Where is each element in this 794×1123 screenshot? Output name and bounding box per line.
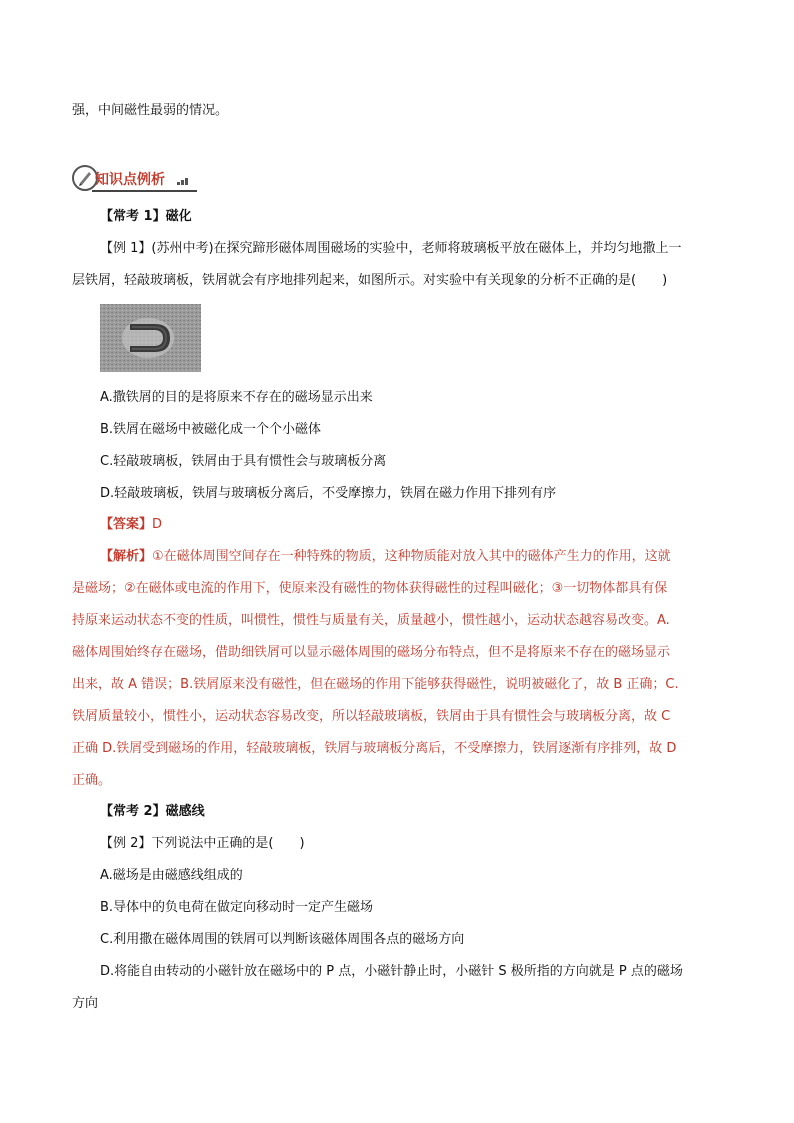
example1-analysis-line8: 正确。 [72, 773, 112, 788]
answer-label: 【答案】 [100, 517, 153, 532]
example2-tag: 【常考 2】磁感线 [100, 804, 205, 819]
example1-analysis-line6: 铁屑质量较小，惯性小，运动状态容易改变，所以轻敲玻璃板，铁屑由于具有惯性会与玻璃板分离，故 C [72, 709, 671, 724]
decor-dots-icon [177, 177, 189, 187]
example2-option-c: C.利用撒在磁体周围的铁屑可以判断该磁体周围各点的磁场方向 [100, 932, 465, 947]
example1-analysis-line7: 正确 D.铁屑受到磁场的作用，轻敲玻璃板，铁屑与玻璃板分离后，不受摩擦力，铁屑逐渐有序排列，故 D [72, 741, 677, 756]
example1-question-line1: 【例 1】(苏州中考)在探究蹄形磁体周围磁场的实验中，老师将玻璃板平放在磁体上，并均匀地撒上一 [100, 241, 682, 256]
example2-question: 【例 2】下列说法中正确的是( ) [100, 836, 305, 851]
section-header [72, 165, 197, 193]
answer-value: D [152, 517, 163, 532]
example1-option-c: C.轻敲玻璃板，铁屑由于具有惯性会与玻璃板分离 [100, 454, 387, 469]
example1-analysis-line3: 持原来运动状态不变的性质，叫惯性，惯性与质量有关，质量越小，惯性越小，运动状态越容易改变。A. [72, 613, 670, 628]
section-title: 知识点例析 [95, 172, 165, 188]
example1-option-b: B.铁屑在磁场中被磁化成一个个小磁体 [100, 422, 322, 437]
example1-option-a: A.撒铁屑的目的是将原来不存在的磁场显示出来 [100, 390, 373, 405]
example1-analysis-line4: 磁体周围始终存在磁场，借助细铁屑可以显示磁体周围的磁场分布特点，但不是将原来不存在的磁场显示 [72, 645, 671, 660]
magnet-filings-photo [100, 304, 201, 372]
example1-answer [100, 515, 162, 535]
example1-option-d: D.轻敲玻璃板，铁屑与玻璃板分离后，不受摩擦力，铁屑在磁力作用下排列有序 [100, 486, 557, 501]
analysis-text: ①在磁体周围空间存在一种特殊的物质，这种物质能对放入其中的磁体产生力的作用，这就 [152, 549, 671, 564]
section-underline [92, 190, 197, 192]
example1-question-line2: 层铁屑，轻敲玻璃板，铁屑就会有序地排列起来，如图所示。对实验中有关现象的分析不正确的是( ) [72, 273, 668, 288]
analysis-label: 【解析】 [100, 549, 153, 564]
example1-tag: 【常考 1】磁化 [100, 209, 192, 224]
example1-analysis-line5: 出来，故 A 错误；B.铁屑原来没有磁性，但在磁场的作用下能够获得磁性，说明被磁化了，故 B 正确；C. [72, 677, 679, 692]
example2-option-d: D.将能自由转动的小磁针放在磁场中的 P 点，小磁针静止时，小磁针 S 极所指的方向就是 P 点的磁场 [100, 964, 683, 979]
example1-analysis-line1 [100, 547, 671, 567]
intro-text: 强，中间磁性最弱的情况。 [72, 103, 229, 118]
example2-option-a: A.磁场是由磁感线组成的 [100, 868, 243, 883]
example2-option-d-cont: 方向 [72, 996, 99, 1011]
example1-analysis-line2: 是磁场；②在磁体或电流的作用下，使原来没有磁性的物体获得磁性的过程叫磁化；③一切物体都具有保 [72, 581, 668, 596]
example2-option-b: B.导体中的负电荷在做定向移动时一定产生磁场 [100, 900, 374, 915]
